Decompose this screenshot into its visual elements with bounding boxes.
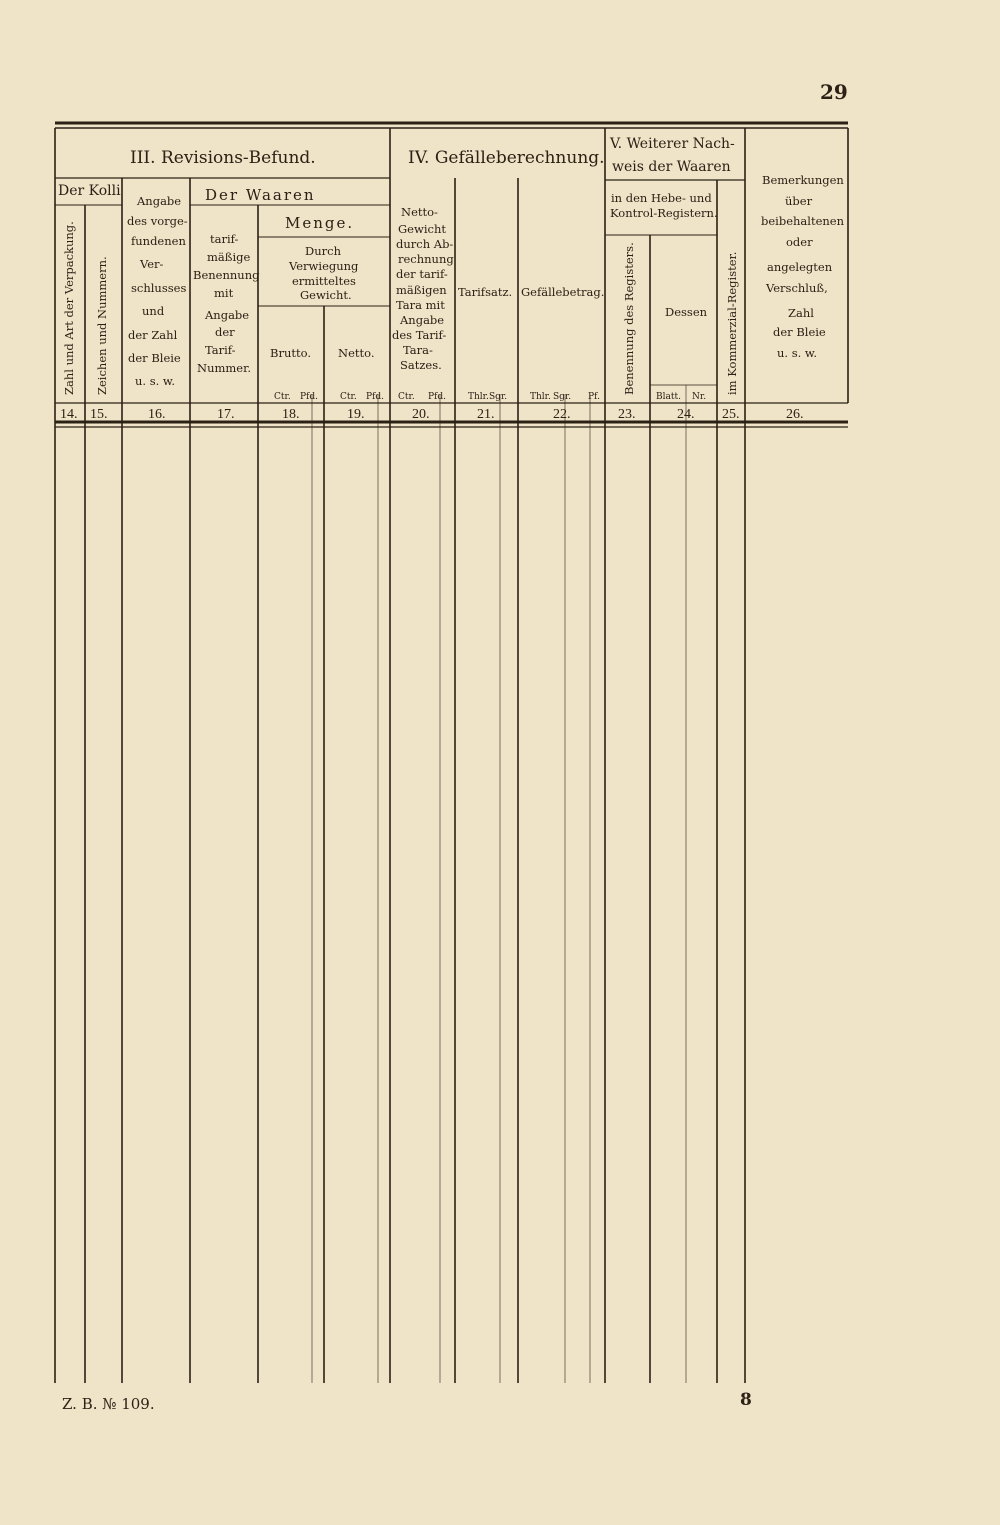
col18-19-label — [288, 244, 359, 302]
svg-text:Gewicht.: Gewicht. — [300, 288, 352, 302]
svg-text:Ctr.: Ctr. — [398, 392, 415, 402]
svg-text:Angabe: Angabe — [205, 308, 250, 322]
svg-text:Blatt.: Blatt. — [656, 392, 681, 402]
svg-text:Ctr.: Ctr. — [340, 392, 357, 402]
svg-text:17.: 17. — [217, 407, 235, 422]
svg-text:der Zahl: der Zahl — [128, 328, 178, 342]
svg-text:Verwiegung: Verwiegung — [289, 259, 359, 273]
col25-label: im Kommerzial-Register. — [725, 251, 739, 395]
svg-text:Thlr.: Thlr. — [468, 392, 489, 402]
svg-text:angelegten: angelegten — [767, 260, 833, 274]
svg-text:der tarif-: der tarif- — [396, 267, 448, 281]
svg-text:24.: 24. — [677, 407, 695, 422]
group-registers-1: in den Hebe- und — [611, 191, 712, 205]
svg-text:Bemerkungen: Bemerkungen — [762, 173, 844, 187]
svg-text:und: und — [142, 304, 165, 318]
column-numbers — [60, 407, 804, 422]
section-duty-heading: IV. Gefälleberechnung. — [408, 148, 605, 168]
svg-text:22.: 22. — [553, 407, 571, 422]
svg-text:19.: 19. — [347, 407, 365, 422]
svg-text:u. s. w.: u. s. w. — [777, 346, 818, 360]
col15-label: Zeichen und Nummern. — [95, 256, 109, 395]
col21-label: Tarifsatz. — [458, 285, 513, 299]
svg-text:des Tarif-: des Tarif- — [392, 328, 447, 342]
col23-label: Benennung des Registers. — [622, 242, 636, 395]
svg-text:beibehaltenen: beibehaltenen — [761, 214, 844, 228]
svg-text:18.: 18. — [282, 407, 300, 422]
svg-text:Sgr.: Sgr. — [553, 392, 572, 402]
svg-text:Thlr.: Thlr. — [530, 392, 551, 402]
svg-text:Nummer.: Nummer. — [197, 361, 251, 375]
svg-text:Pf.: Pf. — [588, 392, 600, 402]
svg-text:25.: 25. — [722, 407, 740, 422]
page-number: 29 — [820, 80, 848, 104]
svg-text:26.: 26. — [786, 407, 804, 422]
svg-text:Durch: Durch — [305, 244, 341, 258]
svg-text:Angabe: Angabe — [137, 194, 182, 208]
svg-text:Ctr.: Ctr. — [274, 392, 291, 402]
svg-text:über: über — [785, 194, 813, 208]
svg-text:Zahl: Zahl — [788, 306, 814, 320]
svg-text:mäßige: mäßige — [207, 250, 251, 264]
group-kolli: Der Kolli — [58, 183, 121, 199]
svg-text:Ver-: Ver- — [140, 257, 164, 271]
svg-text:durch Ab-: durch Ab- — [396, 237, 454, 251]
col26-label — [761, 173, 845, 360]
form-reference: Z. B. № 109. — [62, 1395, 155, 1413]
dessen-label: Dessen — [665, 305, 708, 319]
svg-text:Nr.: Nr. — [692, 392, 707, 402]
svg-text:Tara mit: Tara mit — [396, 298, 445, 312]
svg-text:15.: 15. — [90, 407, 108, 422]
col16-label — [127, 194, 188, 388]
svg-text:u. s. w.: u. s. w. — [135, 374, 176, 388]
svg-text:fundenen: fundenen — [131, 234, 186, 248]
svg-text:20.: 20. — [412, 407, 430, 422]
svg-text:des vorge-: des vorge- — [127, 214, 188, 228]
svg-text:Tara-: Tara- — [403, 343, 433, 357]
svg-text:Sgr.: Sgr. — [489, 392, 508, 402]
col18-label: Brutto. — [270, 346, 311, 360]
svg-text:Gewicht: Gewicht — [398, 222, 446, 236]
section-further-heading-1: V. Weiterer Nach- — [610, 136, 735, 152]
svg-text:Satzes.: Satzes. — [400, 358, 442, 372]
svg-text:tarif-: tarif- — [210, 232, 239, 246]
svg-text:23.: 23. — [618, 407, 636, 422]
svg-text:16.: 16. — [148, 407, 166, 422]
svg-text:14.: 14. — [60, 407, 78, 422]
svg-text:Pfd.: Pfd. — [366, 392, 385, 402]
col14-label: Zahl und Art der Verpackung. — [62, 221, 76, 395]
svg-text:Angabe: Angabe — [400, 313, 445, 327]
section-revision-heading: III. Revisions-Befund. — [130, 148, 316, 168]
group-waaren: Der Waaren — [205, 186, 316, 204]
svg-text:mäßigen: mäßigen — [396, 283, 447, 297]
svg-text:Pfd.: Pfd. — [428, 392, 447, 402]
svg-text:Verschluß,: Verschluß, — [766, 281, 828, 295]
svg-text:der Bleie: der Bleie — [128, 351, 181, 365]
svg-text:Tarif-: Tarif- — [205, 343, 236, 357]
svg-text:oder: oder — [786, 235, 813, 249]
group-registers-2: Kontrol-Registern. — [610, 206, 718, 220]
svg-text:Netto-: Netto- — [401, 205, 438, 219]
svg-text:schlusses: schlusses — [131, 281, 187, 295]
svg-text:Benennung: Benennung — [193, 268, 260, 282]
svg-text:21.: 21. — [477, 407, 495, 422]
svg-text:Pfd.: Pfd. — [300, 392, 319, 402]
col19-label: Netto. — [338, 346, 375, 360]
signature-number: 8 — [740, 1390, 752, 1410]
unit-captions — [274, 392, 706, 402]
svg-text:der: der — [215, 325, 235, 339]
col20-label — [392, 205, 454, 372]
svg-text:rechnung: rechnung — [398, 252, 454, 266]
section-further-heading-2: weis der Waaren — [612, 159, 731, 175]
col22-label: Gefällebetrag. — [521, 285, 605, 299]
group-menge: Menge. — [285, 214, 355, 232]
svg-text:der Bleie: der Bleie — [773, 325, 826, 339]
svg-text:ermitteltes: ermitteltes — [292, 274, 356, 288]
svg-text:mit: mit — [214, 286, 234, 300]
col17-label — [193, 232, 260, 375]
